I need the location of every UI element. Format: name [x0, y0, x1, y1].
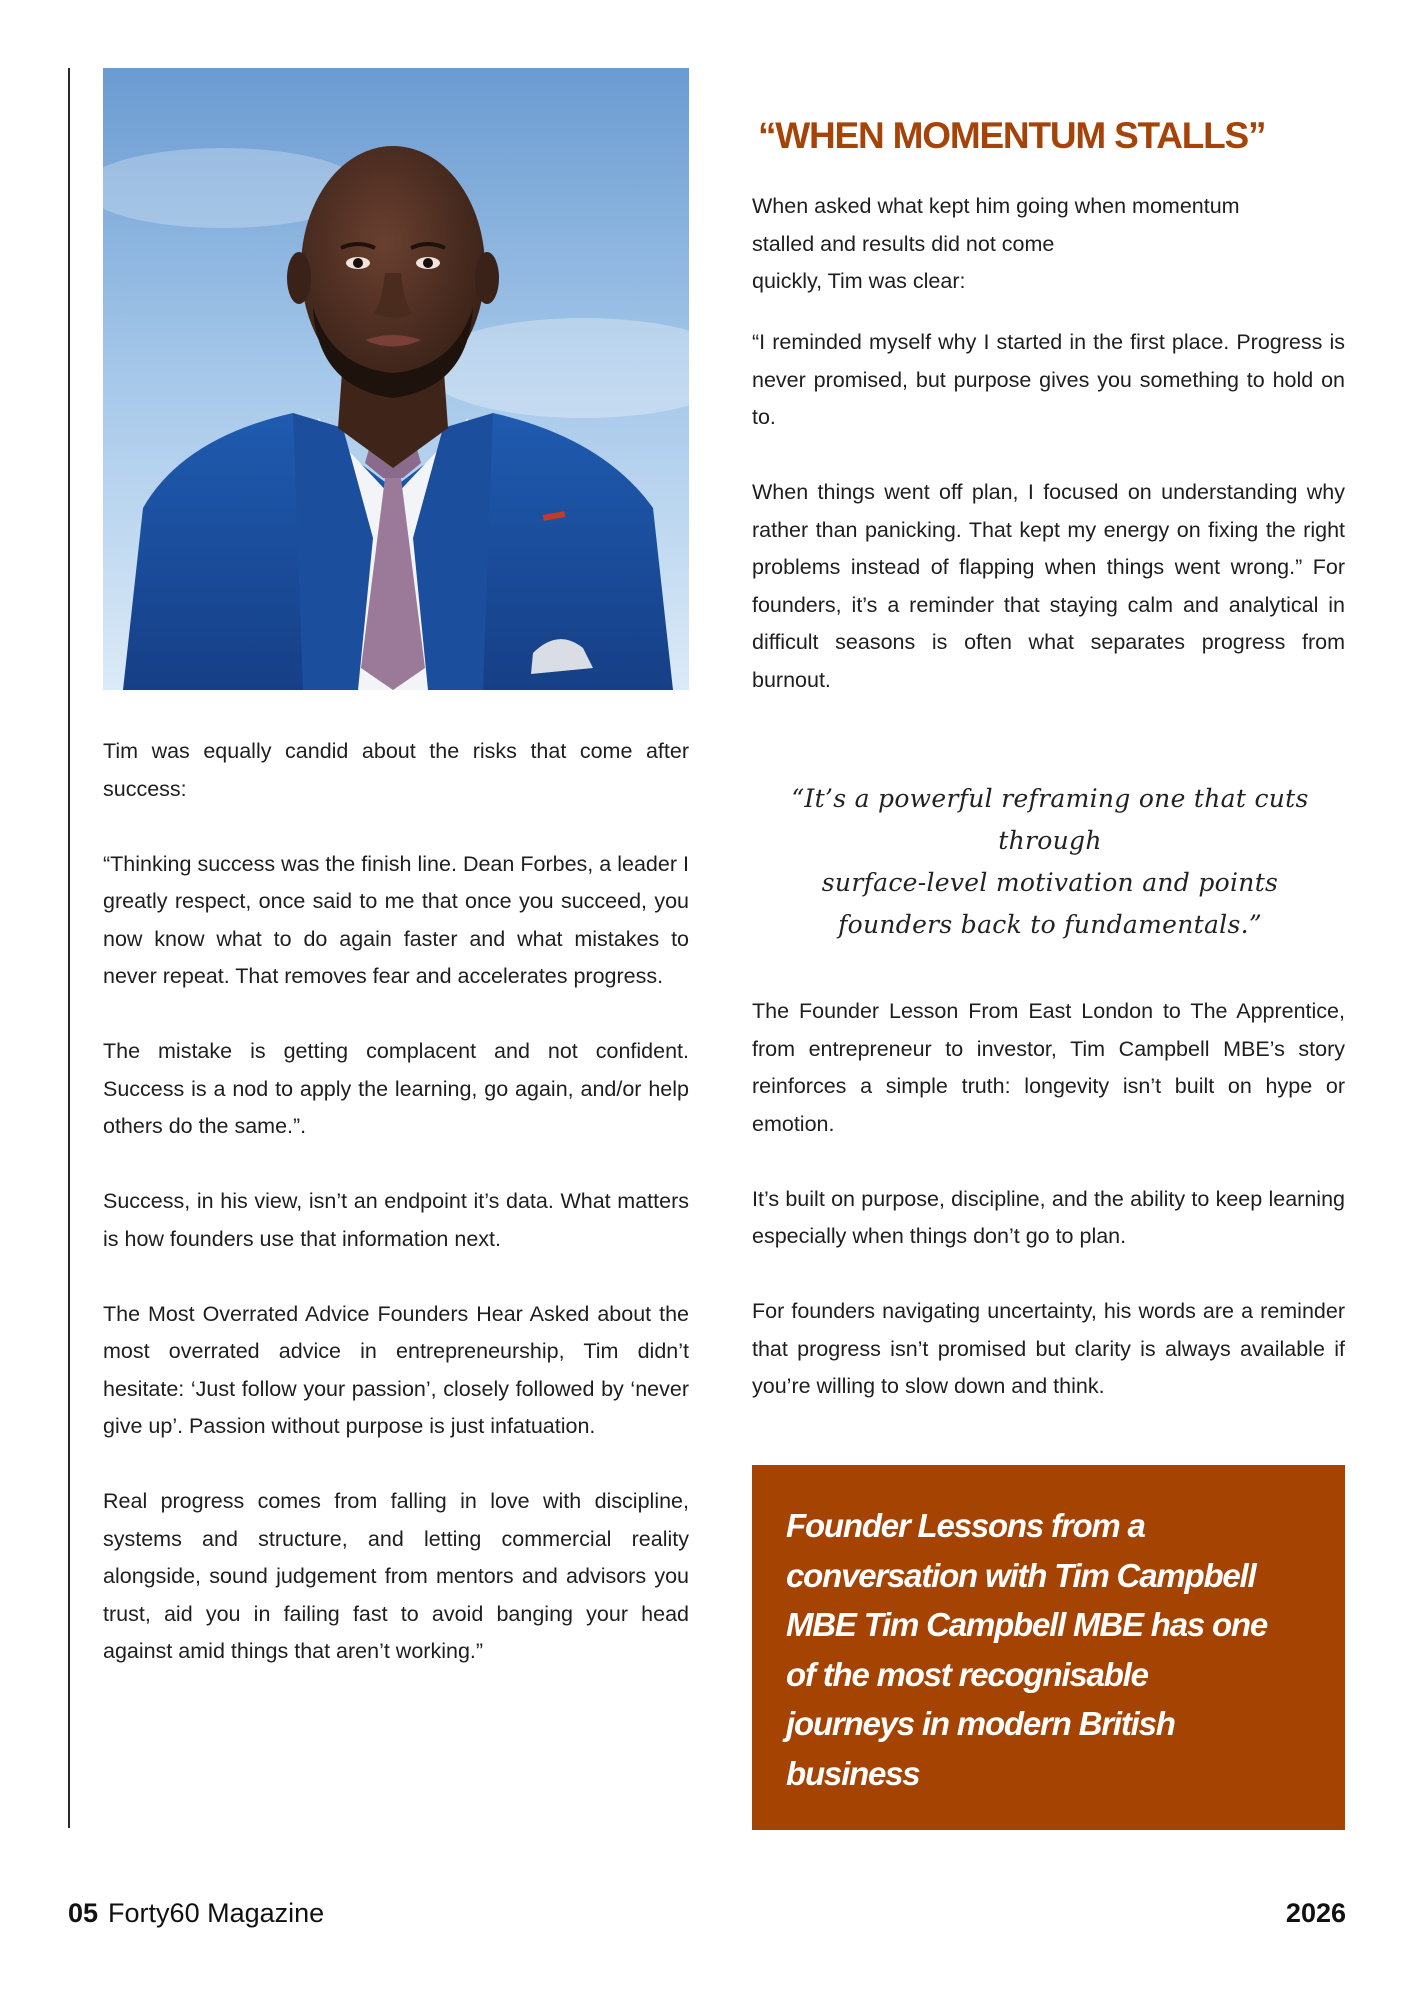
pull-quote-line-2: surface-level motivation and points	[821, 868, 1279, 897]
right-paragraph-3: The Founder Lesson From East London to The Apprentice, from entrepreneur to investor, Tim Campbell MBE’s story reinforces a simple truth: longevity isn’t built on hype or emotion.	[752, 999, 1345, 1136]
pull-quote-line-3: founders back to fundamentals.”	[838, 910, 1262, 939]
left-paragraph-1: Tim was equally candid about the risks that come after success:	[103, 739, 689, 801]
right-paragraph-2: When things went off plan, I focused on understanding why rather than panicking. That kept my energy on fixing the right problems instead of flapping when things went wrong.” For founders, it’s a reminder that staying calm and analytical in difficult seasons is often what separates progress from burnout.	[752, 480, 1345, 692]
intro-line-1: When asked what kept him going when momentum	[752, 194, 1240, 218]
callout-line-6: business	[786, 1754, 920, 1792]
callout-line-1: Founder Lessons from a	[786, 1507, 1145, 1544]
right-column-middle	[752, 993, 1345, 1443]
right-column-top	[752, 324, 1345, 737]
pull-quote-line-1: “It’s a powerful reframing one that cuts through	[791, 784, 1309, 855]
left-paragraph-2: “Thinking success was the finish line. Dean Forbes, a leader I greatly respect, once said to me that once you succeed, you now know what to do again faster and what mistakes to never repeat. That removes fear and accelerates progress.	[103, 851, 689, 988]
right-paragraph-4: It’s built on purpose, discipline, and the ability to keep learning especially when things don’t go to plan.	[752, 1186, 1345, 1248]
left-paragraph-5: The Most Overrated Advice Founders Hear Asked about the most overrated advice in entrepreneurship, Tim didn’t hesitate: ‘Just follow your passion’, closely followed by ‘never give up’. Passion without purpose is just infatuation.	[103, 1301, 689, 1438]
callout-line-2: conversation with Tim Campbell	[786, 1556, 1256, 1594]
callout-line-3: MBE Tim Campbell MBE has one	[786, 1606, 1268, 1643]
left-column	[103, 733, 689, 1708]
left-paragraph-3: The mistake is getting complacent and not confident. Success is a nod to apply the learning, go again, and/or help others do the same.”.	[103, 1039, 689, 1138]
right-paragraph-1: “I reminded myself why I started in the first place. Progress is never promised, but purpose gives you something to hold on to.	[752, 330, 1345, 429]
portrait-photo	[103, 68, 689, 690]
section-heading: “WHEN MOMENTUM STALLS”	[758, 115, 1266, 156]
intro-line-2: stalled and results did not come	[752, 231, 1055, 256]
intro-text	[752, 188, 1312, 301]
left-paragraph-6: Real progress comes from falling in love with discipline, systems and structure, and letting commercial reality alongside, sound judgement from mentors and advisors you trust, aid you in failing fast to avoid banging your head against amid things that aren’t working.”	[103, 1489, 689, 1663]
left-paragraph-4: Success, in his view, isn’t an endpoint it’s data. What matters is how founders use that information next.	[103, 1189, 689, 1251]
right-paragraph-5: For founders navigating uncertainty, his words are a reminder that progress isn’t promised but clarity is always available if you’re willing to slow down and think.	[752, 1299, 1345, 1398]
footer-year: 2026	[1285, 1898, 1346, 1928]
callout-box	[752, 1465, 1345, 1830]
page-number: 05	[68, 1898, 99, 1928]
portrait-illustration	[103, 68, 689, 690]
magazine-name: Forty60 Magazine	[108, 1898, 325, 1928]
column-rule	[68, 68, 70, 1828]
pull-quote	[770, 778, 1330, 946]
callout-line-5: journeys in modern British	[786, 1705, 1175, 1742]
callout-line-4: of the most recognisable	[786, 1655, 1148, 1693]
callout-text	[786, 1501, 1315, 1798]
footer-left	[68, 1898, 324, 1929]
intro-line-3: quickly, Tim was clear:	[752, 269, 966, 293]
